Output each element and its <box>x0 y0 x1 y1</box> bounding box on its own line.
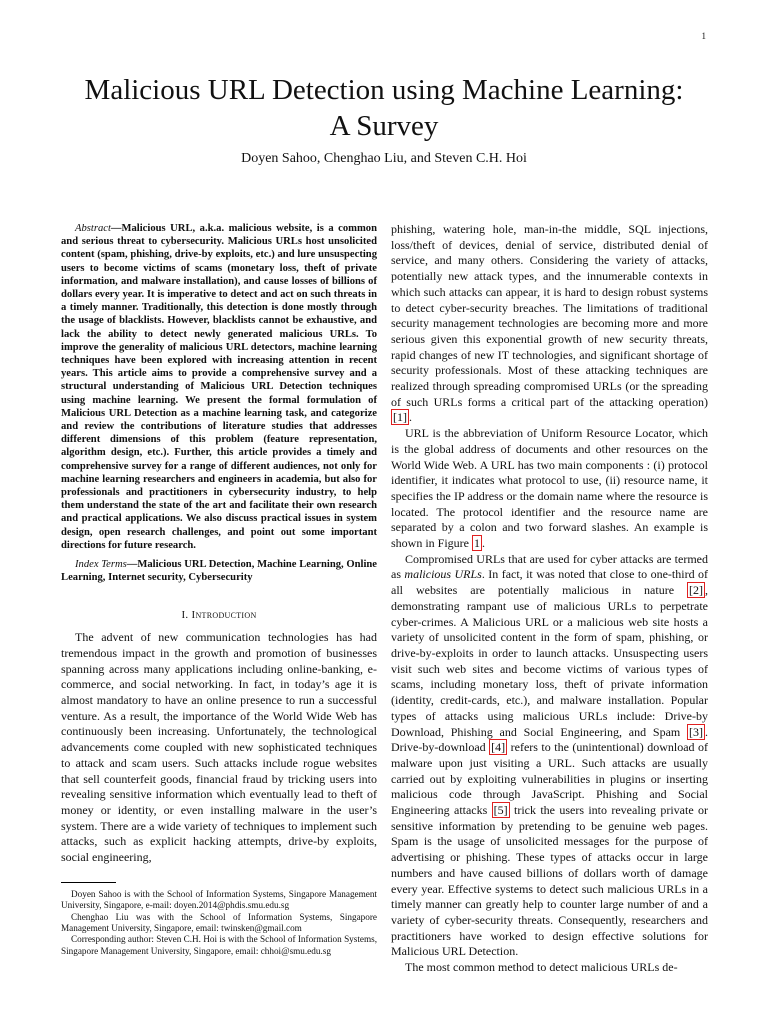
author-list: Doyen Sahoo, Chenghao Liu, and Steven C.H. Hoi <box>241 151 527 166</box>
footnote-author-2: Chenghao Liu was with the School of Information Systems, Singapore Management University, Singapore, email: twinsken@gmail.com <box>61 911 377 933</box>
italic-term: malicious URLs <box>404 567 482 582</box>
citation-link-2[interactable]: [2] <box>689 583 703 598</box>
paragraph-text: URL is the abbreviation of Uniform Resource Locator, which is the global address of documents and other resources on the World Wide Web. A URL has two main components : (i) protocol identifier, it indicates what protocol to use, (ii) resource name, it specifies the IP address or the domain name where the resource is located. The protocol identifier and the resource name are separated by a colon and two forward slashes. An example is shown in Figure <box>391 426 708 551</box>
paragraph-end: . <box>409 410 412 425</box>
paper-title <box>40 72 728 144</box>
paragraph-text: . In fact, it was noted that close to one-third of all websites are potentially malicious in nature <box>391 567 709 598</box>
index-terms <box>61 558 377 584</box>
body-paragraph-malicious-urls <box>391 552 708 960</box>
footnote-author-1: Doyen Sahoo is with the School of Information Systems, Singapore Management University, Singapore, e-mail: doyen.2014@phdis.smu.edu.sg <box>61 888 377 911</box>
page-number: 1 <box>701 31 706 41</box>
abstract-text: —Malicious URL, a.k.a. malicious website, is a common and serious threat to cybersecurity. Malicious URLs host unsolicited content (spam, phishing, drive-by exploits, etc.) and lure unsuspecting users to become victims of scams (monetary loss, theft of private information, and malware installation), and cause losses of billions of dollars every year. It is imperative to detect and act on such threats in a timely manner. Traditionally, this detection is done mostly through the usage of blacklists. However, blacklists cannot be exhaustive, and lack the ability to detect newly generated malicious URLs. To improve the generality of malicious URL detectors, machine learning techniques have been explored with increasing attention in recent years. This article aims to provide a comprehensive survey and a structural understanding of Malicious URL Detection techniques using machine learning. We present the formal formulation of Malicious URL Detection as a machine learning task, and categorize and review the contributions of literature studies that addresses different dimensions of this problem (feature representation, algorithm design, etc.). Further, this article provides a timely and comprehensive survey for a range of different audiences, not only for machine learning researchers and engineers in academia, but also for professionals and practitioners in cybersecurity industry, to help them understand the state of the art and facilitate their own research and practical applications. We also discuss practical issues in system design, open research challenges, and point out some important directions for future research. <box>61 223 377 551</box>
intro-paragraph: The advent of new communication technologies has had tremendous impact in the growth and promotion of businesses spanning across many applications including online-banking, e-commerce, and social networking. In fact, in today’s age it is almost mandatory to have an online presence to run a successful venture. As a result, the importance of the World Wide Web has continuously been increasing. Unfortunately, the technological advancements come coupled with new sophisticated techniques to attack and scam users. Such attacks include rogue websites that sell counterfeit goods, financial fraud by tricking users into revealing sensitive information which eventually lead to theft of money or identity, or even installing malware in the user’s system. There are a wide variety of techniques to implement such attacks, such as explicit hacking attempts, drive-by exploits, social engineering, <box>61 630 377 865</box>
footnote-rule <box>61 882 116 883</box>
citation-link-3[interactable]: [3] <box>689 724 703 739</box>
citation-link-5[interactable]: [5] <box>493 803 508 818</box>
section-heading-introduction: I. Introduction <box>181 609 257 622</box>
body-paragraph-detection: The most common method to detect malicious URLs de- <box>405 960 678 975</box>
paragraph-text: . Drive-by-download <box>391 724 708 755</box>
paragraph-text: refers to the (unintentional) download of malware upon just visiting a URL. Such attacks are usually carried out by exploiting vulnerabilities in plugins or inserting malicious code through JavaScript. Phishing and Social Engineering attacks <box>391 740 709 818</box>
abstract <box>61 222 377 552</box>
title-line-1: Malicious URL Detection using Machine Learning: <box>84 74 684 106</box>
footnotes <box>61 889 377 957</box>
paragraph-text: Compromised URLs that are used for cyber attacks are termed as <box>391 551 708 582</box>
body-paragraph-continued <box>391 222 708 426</box>
title-line-2: A Survey <box>329 110 439 142</box>
paragraph-text: , demonstrating rampant use of malicious URLs to perpetrate cyber-crimes. A Malicious URL or a malicious web site hosts a variety of unsolicited content in the form of spam, phishing, or drive-by-exploits in order to launch attacks. Unsuspecting users visit such web sites and become victims of various types of scams, including monetary loss, theft of private information (identity, credit-cards, etc.), and malware installation. Popular types of attacks using malicious URLs include: Drive-by Download, Phishing and Social Engineering, and Spam <box>391 583 708 739</box>
abstract-lead: Abstract <box>75 223 111 234</box>
body-paragraph-url <box>391 426 708 552</box>
paragraph-text: phishing, watering hole, man-in-the middle, SQL injections, loss/theft of devices, denial of service, distributed denial of service, and many others. Considering the variety of attacks, potentially new attack types, and the innumerable contexts in which such attacks can appear, it is hard to design robust systems to detect cyber-security breaches. The limitations of traditional security management technologies are becoming more and more serious given this exponential growth of new security threats, rapid changes of new IT technologies, and significant shortage of security professionals. Most of these attacking techniques are realized through spreading compromised URLs (or the spreading of such URLs forms a critical part of the attacking operation) <box>391 222 708 409</box>
footnote-corresponding-author: Corresponding author: Steven C.H. Hoi is with the School of Information Systems, Singapore Management University, Singapore, email: chhoi@smu.edu.sg <box>61 934 377 956</box>
paragraph-text: trick the users into revealing private or sensitive information by pretending to be genuine web pages. Spam is the usage of unsolicited messages for the purpose of advertising or phishing. These types of attacks occur in large numbers and have caused billions of dollars worth of damage every year. Effective systems to detect such malicious URLs in a timely manner can greatly help to counter large number of and a variety of cyber-security threats. Consequently, researchers and practitioners have worked to design effective solutions for Malicious URL Detection. <box>391 803 708 959</box>
citation-link-4[interactable]: [4] <box>491 740 506 755</box>
index-terms-lead: Index Terms <box>75 559 127 571</box>
paragraph-end: . <box>482 536 485 551</box>
index-terms-text: —Malicious URL Detection, Machine Learning, Online Learning, Internet security, Cybersecurity <box>61 559 377 584</box>
right-column <box>391 222 708 976</box>
left-column <box>61 222 377 957</box>
citation-link-1[interactable]: [1] <box>393 410 407 425</box>
figure-reference-link[interactable]: 1 <box>474 536 480 551</box>
